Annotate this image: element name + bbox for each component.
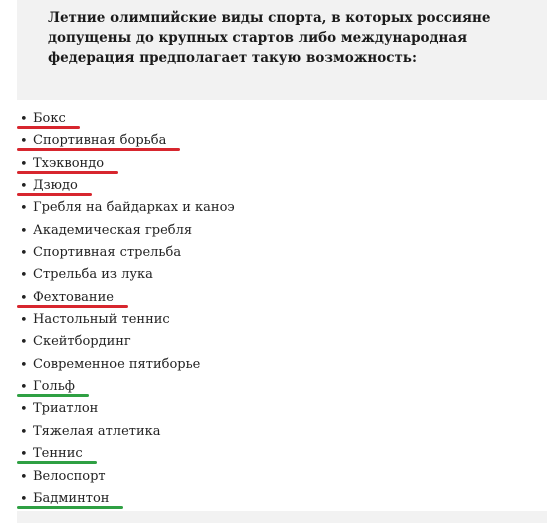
list-item xyxy=(0,130,300,152)
sport-label: Бадминтон xyxy=(33,490,110,506)
bullet-icon xyxy=(20,335,28,351)
bullet-icon xyxy=(20,358,28,374)
list-item xyxy=(0,331,300,353)
list-heading: Летние олимпийские виды спорта, в которых россияне допущены до крупных стартов либо международная федерация предполагает такую возможность: xyxy=(48,10,491,66)
sport-label: Скейтбординг xyxy=(33,334,131,350)
sport-label: Велоспорт xyxy=(33,468,106,484)
bullet-icon xyxy=(20,470,28,486)
red-underline-mark xyxy=(17,126,80,129)
list-item xyxy=(0,197,300,219)
red-underline-mark xyxy=(17,193,92,196)
red-underline-mark xyxy=(17,148,180,151)
list-item xyxy=(0,309,300,331)
sport-label: Дзюдо xyxy=(33,178,78,194)
sport-label: Гребля на байдарках и каноэ xyxy=(33,200,235,216)
bullet-icon xyxy=(20,425,28,441)
bullet-icon xyxy=(20,402,28,418)
bullet-icon xyxy=(20,268,28,284)
sport-label: Тяжелая атлетика xyxy=(33,423,161,439)
list-item xyxy=(0,242,300,264)
sport-label: Спортивная стрельба xyxy=(33,245,182,261)
sport-label: Академическая гребля xyxy=(33,222,193,238)
list-item xyxy=(0,376,300,398)
red-underline-mark xyxy=(17,171,118,174)
list-item xyxy=(0,488,300,510)
list-item xyxy=(0,398,300,420)
sport-label: Фехтование xyxy=(33,289,114,305)
sport-label: Теннис xyxy=(33,446,83,462)
bullet-icon xyxy=(20,224,28,240)
sport-label: Стрельба из лука xyxy=(33,267,153,283)
list-item xyxy=(0,175,300,197)
bullet-icon xyxy=(20,201,28,217)
list-item xyxy=(0,153,300,175)
list-item xyxy=(0,287,300,309)
green-underline-mark xyxy=(17,506,123,509)
sport-label: Триатлон xyxy=(33,401,99,417)
red-underline-mark xyxy=(17,305,128,308)
list-item xyxy=(0,264,300,286)
sport-label: Современное пятиборье xyxy=(33,356,201,372)
sport-label: Настольный теннис xyxy=(33,312,170,328)
sport-label: Спортивная борьба xyxy=(33,133,167,149)
list-item xyxy=(0,220,300,242)
green-underline-mark xyxy=(17,461,97,464)
list-item xyxy=(0,108,300,130)
sport-label: Гольф xyxy=(33,379,75,395)
bottom-strip xyxy=(17,511,547,523)
sport-label: Тхэквондо xyxy=(33,155,105,171)
bullet-icon xyxy=(20,246,28,262)
green-underline-mark xyxy=(17,394,89,397)
sport-label: Бокс xyxy=(33,111,66,126)
list-item xyxy=(0,421,300,443)
sports-list xyxy=(0,108,300,510)
bullet-icon xyxy=(20,313,28,329)
list-item xyxy=(0,466,300,488)
list-item xyxy=(0,443,300,465)
list-item xyxy=(0,354,300,376)
